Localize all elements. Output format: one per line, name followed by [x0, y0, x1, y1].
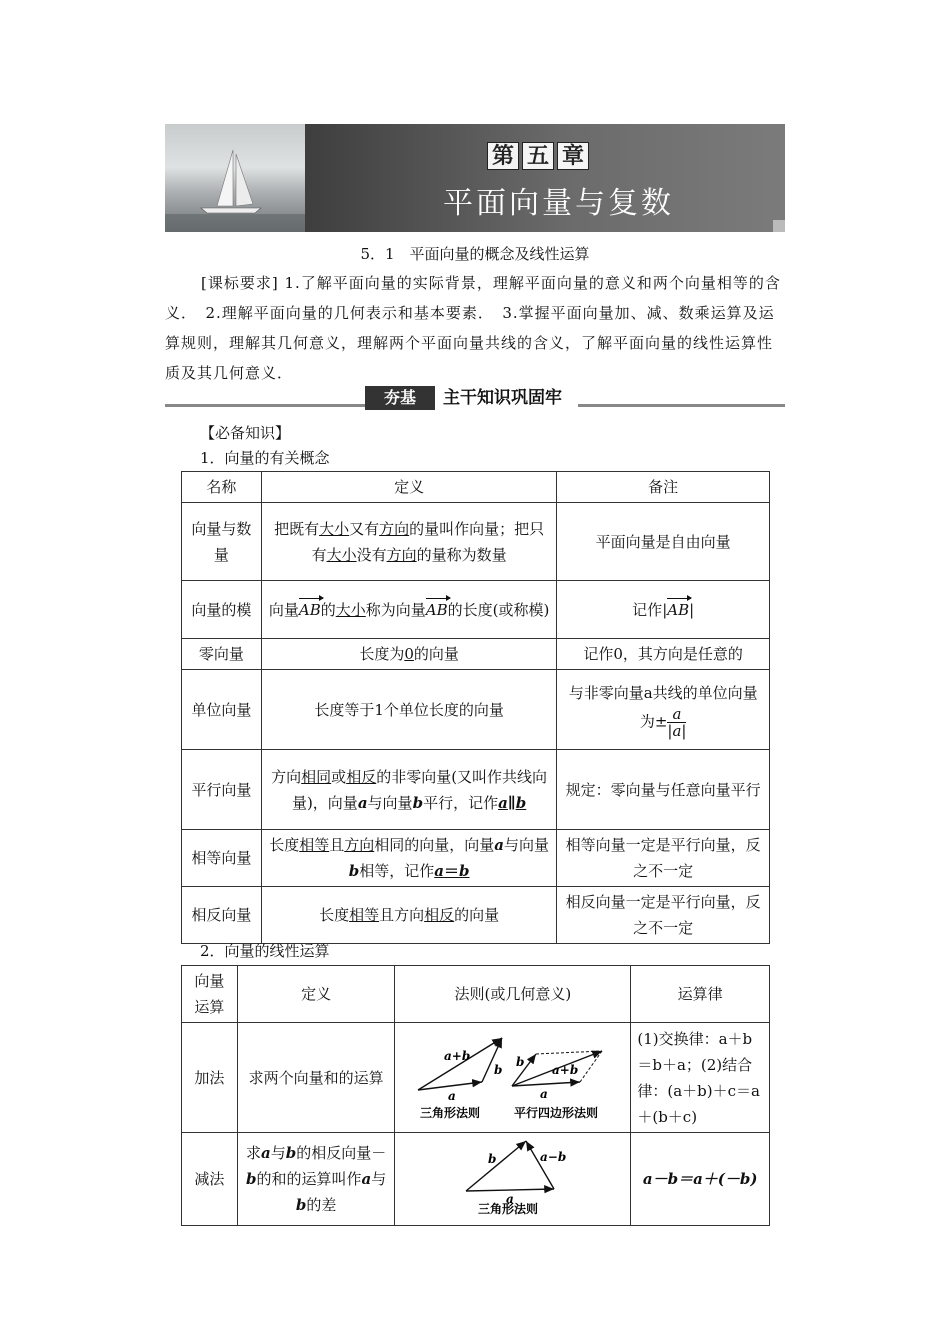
- unit-fraction: $\frac{a}{|a|}$: [667, 705, 687, 740]
- chapter-char: 五: [522, 142, 554, 170]
- label-a-minus-b: a−b: [539, 1150, 567, 1164]
- row-note: 规定：零向量与任意向量平行: [557, 750, 770, 830]
- column-header: 法则(或几何意义): [395, 966, 631, 1023]
- operations-table: [181, 965, 770, 1226]
- table-row: [182, 639, 770, 670]
- addition-diagram: [396, 1024, 630, 1124]
- row-definition: 方向相同或相反的非零向量(又叫作共线向量)，向量a与向量b平行，记作a∥b: [261, 750, 556, 830]
- operations-heading: 2．向量的线性运算: [200, 942, 330, 960]
- row-definition: 向量AB的大小称为向量AB的长度(或称模): [261, 581, 556, 639]
- banner-corner: [773, 220, 785, 232]
- sailboat-icon: [165, 124, 305, 232]
- row-definition: 把既有大小又有方向的量叫作向量；把只有大小没有方向的量称为数量: [261, 503, 556, 581]
- row-definition: 求两个向量和的运算: [237, 1023, 394, 1133]
- row-name: 零向量: [182, 639, 262, 670]
- column-header: 备注: [557, 472, 770, 503]
- divider-badge: 夯基: [365, 386, 435, 410]
- subtraction-law: a－b＝a＋(－b): [631, 1133, 770, 1226]
- label-a: a: [539, 1086, 548, 1101]
- table-row: [182, 887, 770, 944]
- label-b: b: [515, 1054, 525, 1069]
- banner-title-area: [305, 124, 785, 232]
- row-definition: 长度相等且方向相反的向量: [261, 887, 556, 944]
- row-definition: 求a与b的相反向量－b的和的运算叫作a与b的差: [237, 1133, 394, 1226]
- column-header: 运算律: [631, 966, 770, 1023]
- label-a: a: [447, 1088, 456, 1103]
- row-note: 记作|AB|: [557, 581, 770, 639]
- knowledge-label: 【必备知识】: [200, 424, 291, 442]
- concepts-table: [181, 471, 770, 944]
- label-a-plus-b: a+b: [443, 1048, 471, 1063]
- concepts-heading: 1．向量的有关概念: [200, 449, 330, 467]
- note-prefix: 记作: [632, 600, 663, 619]
- row-definition: 长度为0的向量: [261, 639, 556, 670]
- caption-parallelogram-rule: 平行四边形法则: [513, 1105, 598, 1120]
- chapter-char: 章: [557, 142, 589, 170]
- row-note: 平面向量是自由向量: [557, 503, 770, 581]
- row-note: 相等向量一定是平行向量，反之不一定: [557, 830, 770, 887]
- requirements: [165, 268, 785, 388]
- column-header: 定义: [261, 472, 556, 503]
- table-row: [182, 1023, 770, 1133]
- table-row: [182, 503, 770, 581]
- addition-diagram-cell: [395, 1023, 631, 1133]
- chapter-title: 平面向量与复数: [443, 186, 674, 221]
- row-name: 减法: [182, 1133, 238, 1226]
- row-name: 加法: [182, 1023, 238, 1133]
- chapter-banner: [165, 124, 785, 232]
- requirements-text: 1.了解平面向量的实际背景，理解平面向量的意义和两个向量相等的含义． 2.理解平面向量的几何表示和基本要素． 3.掌握平面向量加、减、数乘运算及运算规则，理解其几何意义，理解两个平面向量共线的含义，了解平面向量的线性运算性质及其几何意义．: [165, 274, 781, 382]
- addition-law: (1)交换律：a＋b＝b＋a；(2)结合律：(a＋b)＋c＝a＋(b＋c): [631, 1023, 770, 1133]
- section-divider: [165, 384, 785, 414]
- row-name: 相等向量: [182, 830, 262, 887]
- row-name: 平行向量: [182, 750, 262, 830]
- divider-title: 主干知识巩固牢: [435, 386, 578, 410]
- label-a-plus-b: a+b: [551, 1062, 579, 1077]
- table-header-row: [182, 472, 770, 503]
- subtraction-diagram-cell: [395, 1133, 631, 1226]
- table-header-row: [182, 966, 770, 1023]
- row-name: 向量的模: [182, 581, 262, 639]
- label-a: a: [505, 1192, 514, 1206]
- subtraction-diagram: [396, 1133, 630, 1217]
- sailboat-photo: [165, 124, 305, 232]
- row-note: 相反向量一定是平行向量，反之不一定: [557, 887, 770, 944]
- row-name: 向量与数量: [182, 503, 262, 581]
- caption-triangle-rule: 三角形法则: [477, 1202, 538, 1216]
- row-definition: 长度等于1个单位长度的向量: [261, 670, 556, 750]
- row-definition: 长度相等且方向相同的向量，向量a与向量b相等，记作a＝b: [261, 830, 556, 887]
- label-b: b: [487, 1152, 497, 1166]
- row-note: 记作0，其方向是任意的: [557, 639, 770, 670]
- row-name: 相反向量: [182, 887, 262, 944]
- table-row: [182, 750, 770, 830]
- note-text: 与非零向量a共线的单位向量为±: [568, 684, 758, 731]
- table-row: [182, 670, 770, 750]
- caption-triangle-rule: 三角形法则: [419, 1105, 480, 1120]
- requirements-label: [课标要求]: [201, 274, 279, 292]
- chapter-char: 第: [487, 142, 519, 170]
- table-row: [182, 1133, 770, 1226]
- row-note: [557, 670, 770, 750]
- table-row: [182, 830, 770, 887]
- section-title: 5．1 平面向量的概念及线性运算: [360, 245, 590, 263]
- row-name: 单位向量: [182, 670, 262, 750]
- label-b: b: [493, 1062, 503, 1077]
- column-header: 名称: [182, 472, 262, 503]
- table-row: [182, 581, 770, 639]
- column-header: 向量运算: [182, 966, 238, 1023]
- chapter-label: [487, 142, 589, 170]
- column-header: 定义: [237, 966, 394, 1023]
